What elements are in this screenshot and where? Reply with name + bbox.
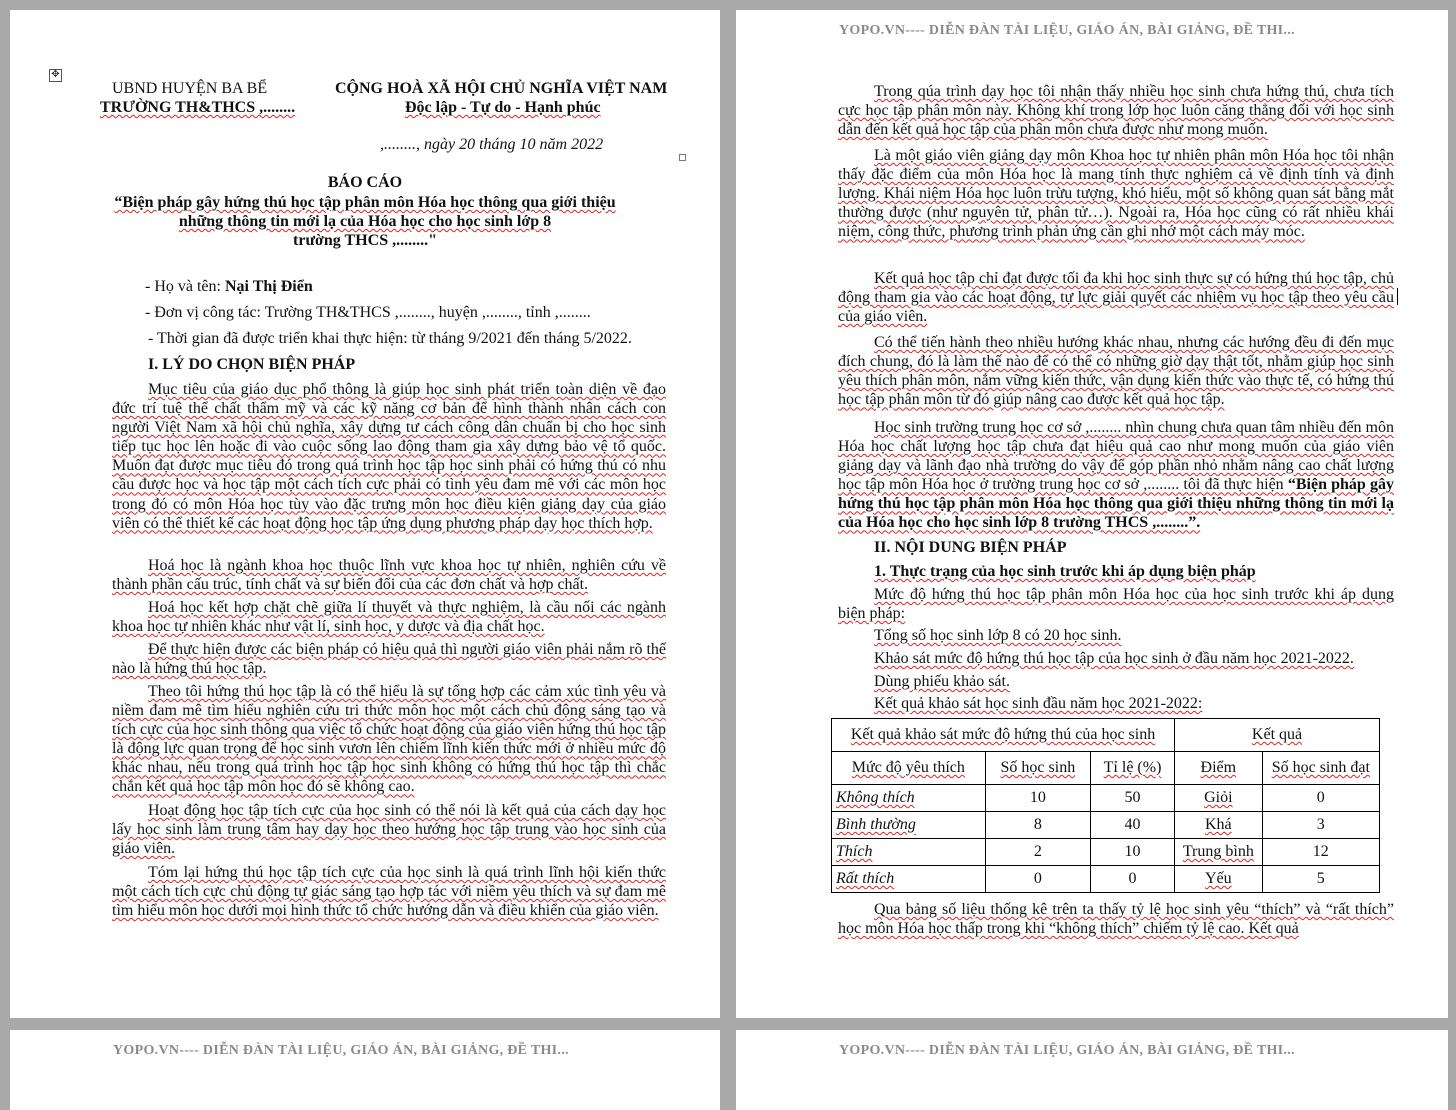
table-row	[832, 785, 1380, 812]
author-name: - Họ và tên: Nại Thị Điển	[145, 278, 313, 295]
survey-results-table[interactable]	[831, 718, 1380, 893]
table-corner-handle[interactable]	[679, 154, 686, 161]
nation-motto: Độc lập - Tự do - Hạnh phúc	[405, 99, 601, 116]
document-page-4[interactable]	[736, 1030, 1448, 1110]
section-1-paragraph-4: Để thực hiện được các biện pháp có hiệu quả thì người giáo viên phải nắm rõ thế nào là hứng thú học tập.	[112, 641, 666, 678]
table-column-header: Mức độ yêu thích	[832, 752, 986, 785]
table-cell: 5	[1262, 866, 1379, 893]
document-page-2[interactable]	[736, 10, 1448, 1018]
class-size-line: Tổng số học sinh lớp 8 có 20 học sinh.	[874, 627, 1122, 644]
table-row	[832, 866, 1380, 893]
page-2-paragraph-4: Có thể tiến hành theo nhiều hướng khác nhau, nhưng các hướng đều đi đến mục đích chung, đó là làm thế nào để có thể có những giờ dạy thật tốt, nhằm giúp học sinh yêu thích phân môn, nắm vững kiến thức, vận dụng kiến thức vào thực tế, có hứng thú học tập phân môn từ đó giúp nâng cao được kết quả học tập.	[838, 334, 1394, 409]
table-group-header: Kết quả khảo sát mức độ hứng thú của học sinh	[832, 719, 1175, 752]
implementation-time: - Thời gian đã được triển khai thực hiện: từ tháng 9/2021 đến tháng 5/2022.	[148, 330, 632, 347]
page-2-closing-paragraph: Qua bảng số liệu thống kê trên ta thấy tỷ lệ học sinh yêu “thích” và “rất thích” học môn Hóa học thấp trong khi “không thích” chiếm tỷ lệ cao. Kết quả	[838, 901, 1394, 938]
table-move-handle-icon[interactable]: ✥	[49, 69, 62, 82]
table-row	[832, 839, 1380, 866]
table-column-header-row	[832, 752, 1380, 785]
table-group-header: Kết quả	[1175, 719, 1380, 752]
page-2-paragraph-1: Trong qúa trình dạy học tôi nhận thấy nhiều học sinh chưa hứng thú, chưa tích cực học tập phân môn này. Không khí trong lớp học luôn căng thẳng đối với học sinh dẫn đến kết quả học tập của phân môn chưa được như mong muốn.	[838, 83, 1394, 139]
text-cursor	[1397, 288, 1398, 305]
report-subtitle-1: “Biện pháp gây hứng thú học tập phân môn Hóa học thông qua giới thiệu	[114, 194, 616, 211]
subsection-1-heading: 1. Thực trạng của học sinh trước khi áp dụng biện pháp	[874, 563, 1256, 580]
table-column-header: Số học sinh	[985, 752, 1090, 785]
table-cell: 10	[985, 785, 1090, 812]
table-cell: Không thích	[832, 785, 986, 812]
survey-intro-line: Mức độ hứng thú học tập phân môn Hóa học của học sinh trước khi áp dụng biện pháp:	[838, 586, 1394, 623]
org-line-2: TRƯỜNG TH&THCS ,........	[100, 99, 296, 116]
section-1-paragraph-3: Hoá học kết hợp chặt chẽ giữa lí thuyết và thực nghiệm, là cầu nối các ngành khoa học tự nhiên khác như vật lí, sinh học, y dược và địa chất học.	[112, 599, 666, 636]
table-cell: Thích	[832, 839, 986, 866]
report-subtitle-3: trường THCS ,........"	[293, 232, 437, 249]
table-cell: 0	[1262, 785, 1379, 812]
section-1-paragraph-7: Tóm lại hứng thú học tập tích cực của học sinh là quá trình lĩnh hội kiến thức một cách tích cực chủ động tự giác sáng tạo hợp tác với niềm yêu thích và sự đam mê tìm hiểu môn học dưới mọi hình thức tổ chức hướng dẫn và điều khiển của giáo viên.	[112, 864, 666, 920]
survey-method-line: Dùng phiếu khảo sát.	[874, 673, 1010, 690]
page-2-paragraph-5: Học sinh trường trung học cơ sở ,........ nhìn chung chưa quan tâm nhiều đến môn Hóa học chất lượng học tập chưa đạt hiệu quả cao như mong muốn của giáo viên giảng dạy và lãnh đạo nhà trường do vậy để góp phần nhỏ nhằm nâng cao chất lượng học tập môn Hóa học ở trường trung học cơ sở ,........ tôi đã thực hiện “Biện pháp gây hứng thú học tập phân môn Hóa học thông qua giới thiệu những thông tin mới lạ của Hóa học cho học sinh lớp 8 trường THCS ,........”.	[838, 419, 1394, 532]
section-1-paragraph-2: Hoá học là ngành khoa học thuộc lĩnh vực khoa học tự nhiên, nghiên cứu về thành phần cấu trúc, tính chất và sự biến đổi của các đơn chất và hợp chất.	[112, 557, 666, 594]
report-title: BÁO CÁO	[327, 174, 403, 191]
section-2-heading: II. NỘI DUNG BIỆN PHÁP	[874, 539, 1067, 556]
table-cell: 40	[1091, 812, 1175, 839]
org-line-1: UBND HUYỆN BA BỂ	[112, 80, 268, 97]
table-column-header: Điểm	[1175, 752, 1263, 785]
section-1-paragraph-6: Hoạt động học tập tích cực của học sinh có thể nói là kết quả của cách dạy học lấy học sinh làm trung tâm hay dạy học theo hướng học tập trung vào học sinh của giáo viên.	[112, 802, 666, 858]
table-group-header-row	[832, 719, 1380, 752]
table-cell: 50	[1091, 785, 1175, 812]
table-cell: Trung bình	[1175, 839, 1263, 866]
table-cell: Bình thường	[832, 812, 986, 839]
table-row	[832, 812, 1380, 839]
table-cell: Khá	[1175, 812, 1263, 839]
survey-result-caption: Kết quả khảo sát học sinh đầu năm học 2021-2022:	[874, 695, 1203, 712]
table-cell: Giỏi	[1175, 785, 1263, 812]
author-unit: - Đơn vị công tác: Trường TH&THCS ,........, huyện ,........, tỉnh ,........	[145, 304, 591, 321]
report-subtitle-2: những thông tin mới lạ của Hóa học cho học sinh lớp 8	[178, 213, 552, 230]
page-3-header-watermark: YOPO.VN---- DIỄN ĐÀN TÀI LIỆU, GIÁO ÁN, BÀI GIẢNG, ĐỀ THI...	[113, 1043, 569, 1058]
table-cell: 0	[985, 866, 1090, 893]
table-cell: 8	[985, 812, 1090, 839]
table-column-header: Số học sinh đạt	[1262, 752, 1379, 785]
document-page-3[interactable]	[10, 1030, 720, 1110]
section-1-heading: I. LÝ DO CHỌN BIỆN PHÁP	[148, 356, 356, 373]
page-2-header-watermark: YOPO.VN---- DIỄN ĐÀN TÀI LIỆU, GIÁO ÁN, BÀI GIẢNG, ĐỀ THI...	[839, 23, 1295, 38]
survey-period-line: Khảo sát mức độ hứng thú học tập của học sinh ở đầu năm học 2021-2022.	[874, 650, 1354, 667]
table-cell: 2	[985, 839, 1090, 866]
document-page-1[interactable]	[10, 10, 720, 1018]
table-cell: Yếu	[1175, 866, 1263, 893]
section-1-paragraph-5: Theo tôi hứng thú học tập là có thể hiểu là sự tổng hợp các cảm xúc tình yêu và niềm đam mê tìm hiểu nghiên cứu tri thức môn học một cách chủ động sáng tạo và tích cực của học sinh thông qua việc tổ chức hoạt động của giáo viên hứng thú học tập là động lực quan trọng để học sinh vươn lên chiếm lĩnh kiến thức mới ở nhiều mức độ khác nhau, nếu trong quá trình học tập học sinh không có hứng thú học tập thì chắc chắn kết quả học tập môn học đó sẽ không cao.	[112, 683, 666, 796]
table-cell: 12	[1262, 839, 1379, 866]
section-1-paragraph-1: Mục tiêu của giáo dục phổ thông là giúp học sinh phát triển toàn diện về đạo đức trí tuệ thể chất thẩm mỹ và các kỹ năng cơ bản để hình thành nhân cách con người Việt Nam xã hội chủ nghĩa, xây dựng tư cách công dân chuẩn bị cho học sinh tiếp tục học lên hoặc đi vào cuộc sống lao động tham gia xây dựng bảo vệ tổ quốc. Muốn đạt được mục tiêu đó trong quá trình học tập học sinh phải có hứng thú có nhu cầu được học và học tập một cách tích cực phải có tình yêu đam mê với các môn học trong đó có môn Hóa học tùy vào đặc trưng môn học điều kiện giảng dạy của giáo viên có thể thiết kế các hoạt động học tập ứng dụng phương pháp dạy học thích hợp.	[112, 381, 666, 532]
page-2-paragraph-3: Kết quả học tập chỉ đạt được tối đa khi học sinh thực sự có hứng thú học tập, chủ động tham gia vào các hoạt động, tự lực giải quyết các nhiệm vụ học tập theo yêu cầu của giáo viên.	[838, 270, 1394, 326]
table-cell: 10	[1091, 839, 1175, 866]
table-cell: Rất thích	[832, 866, 986, 893]
report-date: ,........, ngày 20 tháng 10 năm 2022	[380, 136, 604, 153]
table-column-header: Tỉ lệ (%)	[1091, 752, 1175, 785]
table-cell: 3	[1262, 812, 1379, 839]
table-cell: 0	[1091, 866, 1175, 893]
nation-title: CỘNG HOÀ XÃ HỘI CHỦ NGHĨA VIỆT NAM	[335, 80, 668, 97]
page-4-header-watermark: YOPO.VN---- DIỄN ĐÀN TÀI LIỆU, GIÁO ÁN, BÀI GIẢNG, ĐỀ THI...	[839, 1043, 1295, 1058]
page-2-paragraph-2: Là một giáo viên giảng dạy môn Khoa học tự nhiên phân môn Hóa học tôi nhận thấy đặc điểm của môn Hóa học là mang tính thực nghiệm cả về định tính và định lượng. Khái niệm Hóa học luôn trừu tượng, khó hiểu, một số không quan sát bằng mắt thường được (như nguyên tử, phân tử…). Ngoài ra, Hóa học cũng có rất nhiều khái niệm, công thức, phương trình phản ứng cần ghi nhớ một cách máy móc.	[838, 147, 1394, 241]
